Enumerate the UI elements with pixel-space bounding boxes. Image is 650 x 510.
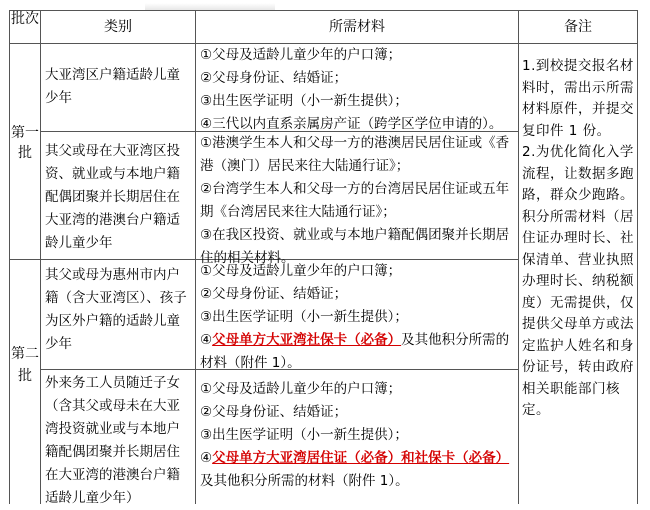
required-residence-permit-and-card: 父母单方大亚湾居住证（必备）和社保卡（必备） [212,450,510,466]
item-number: ④ [200,450,213,466]
item-rest: 及其他积分所需的材料（附件 1）。 [200,332,510,371]
material-item-4 [200,329,516,375]
batch-1-label: 第一批 [11,125,39,161]
materials-row-3 [200,260,516,375]
material-item: ③出生医学证明（小一新生提供）； [200,427,408,443]
item-rest: 及其他积分所需的材料（附件 1）。 [200,473,409,489]
material-item: ②台湾学生本人和父母一方的台湾居民居住证或五年期《台湾居民来往大陆通行证》； [200,181,510,220]
category-row-3: 其父或母为惠州市内户籍（含大亚湾区）、孩子为区外户籍的适龄儿童少年 [45,267,187,352]
material-item: ④三代以内直系亲属房产证（跨学区学位申请的）。 [200,116,503,132]
material-item: ②父母身份证、结婚证； [200,70,348,86]
material-item-4 [200,447,516,493]
category-row-4: 外来务工人员随迁子女（含其父或母未在大亚湾投资就业或与本地户籍配偶团聚并长期居住在大亚湾的港澳台户籍适龄儿童少年） [45,375,180,506]
material-item: ①港澳学生本人和父母一方的港澳居民居住证或《香港（澳门）居民来往大陆通行证》； [200,135,510,174]
materials-row-4 [200,378,516,493]
required-social-security-card: 父母单方大亚湾社保卡（必备） [212,332,402,348]
material-item: ②父母身份证、结婚证； [200,286,348,302]
remark-1: 1.到校提交报名材料时，需出示所需材料原件，并提交复印件 1 份。 [522,58,634,139]
material-item: ②父母身份证、结婚证； [200,404,348,420]
cropped-caption-strip [0,0,650,10]
material-item: ③在我区投资、就业或与本地户籍配偶团聚并长期居住的相关材料。 [200,227,510,266]
remark-2: 2.为优化简化入学流程，让数据多跑路，群众少跑路。积分所需材料（居住证办理时长、社保清单、营业执照办理时长、纳税额度）无需提供，仅提供父母单方或法定监护人姓名和身份证号，转由政府相关职能部门核定。 [522,144,634,418]
item-number: ④ [200,332,213,348]
material-item: ③出生医学证明（小一新生提供）； [200,93,408,109]
material-item: ①父母及适龄儿童少年的户口簿； [200,263,402,279]
material-item: ①父母及适龄儿童少年的户口簿； [200,47,402,63]
header-batch: 批次 [11,11,39,27]
materials-row-2 [200,132,516,270]
remarks-cell [522,56,635,422]
batch-2-label: 第二批 [11,346,39,384]
header-remarks: 备注 [564,19,592,35]
category-row-2: 其父或母在大亚湾区投资、就业或与本地户籍配偶团聚并长期居住在大亚湾的港澳台户籍适龄儿童少年 [45,143,180,251]
header-materials: 所需材料 [329,19,385,35]
header-category: 类别 [104,19,132,35]
category-row-1: 大亚湾区户籍适龄儿童少年 [45,67,180,106]
materials-row-1 [200,44,516,136]
material-item: ③出生医学证明（小一新生提供）； [200,309,408,325]
material-item: ①父母及适龄儿童少年的户口簿； [200,381,402,397]
